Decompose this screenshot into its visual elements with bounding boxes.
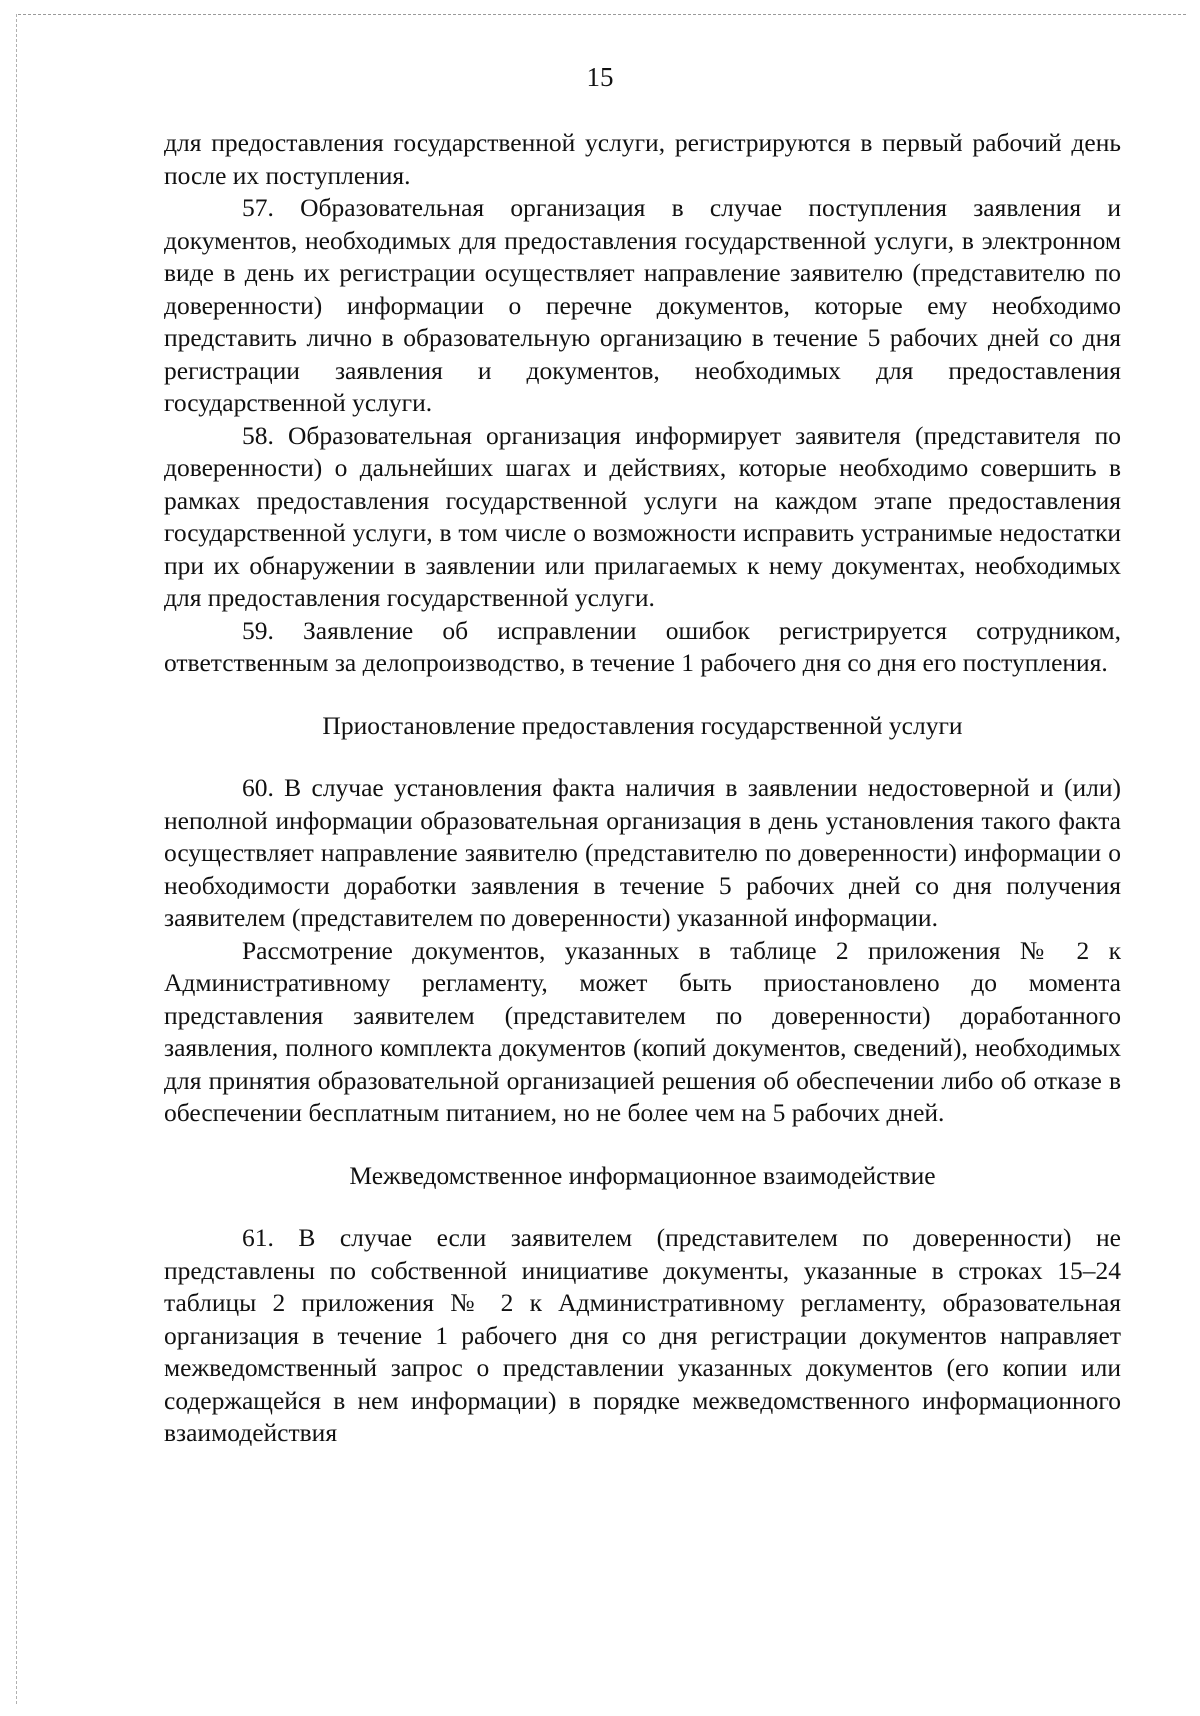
paragraph-p61: 61. В случае если заявителем (представителем по доверенности) не представлены по собственной инициативе документы, указанные в строках 15–24 таблицы 2 приложения № 2 к Административному регламенту, образовательная организация в течение 1 рабочего дня со дня регистрации документов направляет межведомственный запрос о представлении указанных документов (его копии или содержащейся в нем информации) в порядке межведомственного информационного взаимодействия — [164, 1223, 1121, 1447]
heading-interagency: Межведомственное информационное взаимодействие — [349, 1160, 936, 1190]
paragraph-p58: 58. Образовательная организация информирует заявителя (представителя по доверенности) о дальнейших шагах и действиях, которые необходимо совершить в рамках предоставления государственной услуги на каждом этапе предоставления государственной услуги, в том числе о возможности исправить устранимые недостатки при их обнаружении в заявлении или прилагаемых к нему документах, необходимых для предоставления государственной услуги. — [164, 420, 1121, 612]
section-registration — [164, 127, 1121, 680]
scan-border-left — [16, 14, 17, 1704]
paragraph-p60-2: Рассмотрение документов, указанных в таблице 2 приложения № 2 к Административному регламенту, может быть приостановлено до момента представления заявителем (представителем по доверенности) доработанного заявления, полного комплекта документов (копий документов, сведений), необходимых для принятия образовательной организацией решения об обеспечении либо об отказе в обеспечении бесплатным питанием, но не более чем на 5 рабочих дней. — [164, 935, 1121, 1127]
page-number: 15 — [586, 62, 614, 92]
section-interagency — [164, 1222, 1121, 1450]
paragraph-p59: 59. Заявление об исправлении ошибок регистрируется сотрудником, ответственным за делопроизводство, в течение 1 рабочего дня со дня его поступления. — [164, 615, 1121, 677]
heading-suspension: Приостановление предоставления государственной услуги — [322, 710, 963, 740]
scan-border-top — [18, 14, 1186, 15]
paragraph-p56-tail: для предоставления государственной услуги, регистрируются в первый рабочий день после их поступления. — [164, 128, 1121, 190]
paragraph-p60: 60. В случае установления факта наличия в заявлении недостоверной и (или) неполной информации образовательная организация в день установления такого факта осуществляет направление заявителю (представителю по доверенности) информации о необходимости доработки заявления в течение 5 рабочих дней со дня получения заявителем (представителем по доверенности) указанной информации. — [164, 773, 1121, 932]
document-body — [164, 127, 1121, 1450]
paragraph-p57: 57. Образовательная организация в случае поступления заявления и документов, необходимых для предоставления государственной услуги, в электронном виде в день их регистрации осуществляет направление заявителю (представителю по доверенности) информации о перечне документов, которые ему необходимо представить лично в образовательную организацию в течение 5 рабочих дней со дня регистрации заявления и документов, необходимых для предоставления государственной услуги. — [164, 193, 1121, 417]
section-suspension — [164, 772, 1121, 1130]
